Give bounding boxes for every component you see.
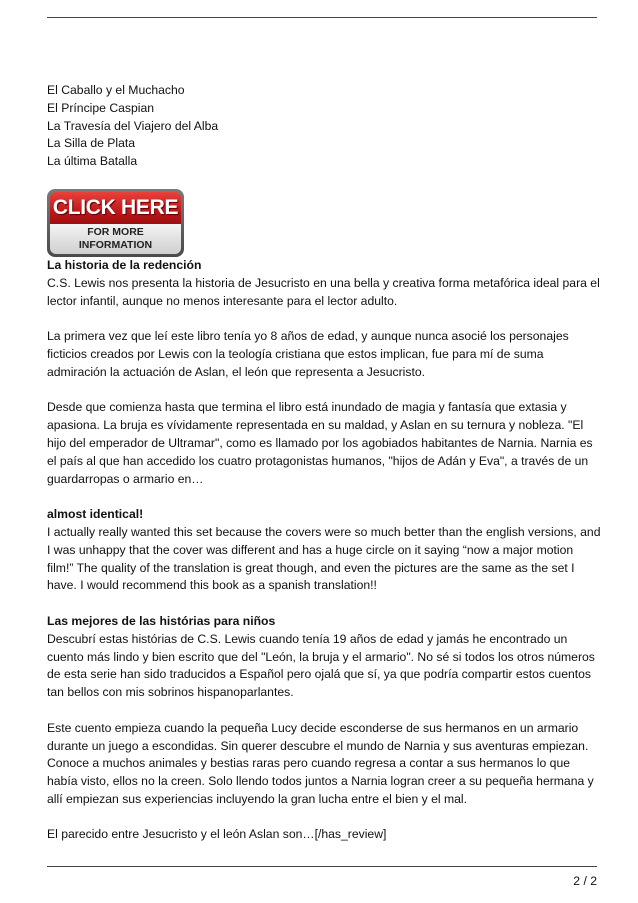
review-paragraph: C.S. Lewis nos presenta la historia de Jesucristo en una bella y creativa forma metafórica ideal para el lector infantil, aunque no menos interesante para el lector adulto. bbox=[47, 275, 600, 308]
page-number: 2 / 2 bbox=[573, 874, 597, 888]
book-title: La Silla de Plata bbox=[47, 136, 136, 151]
book-title-list bbox=[47, 82, 602, 171]
review-paragraph: Este cuento empieza cuando la pequeña Lucy decide esconderse de sus hermanos en un armario durante un juego a escondidas. Sin querer descubre el mundo de Narnia y sus aventuras empiezan. Conoce a muchos animales y bestias raras pero cuando regresa a contar a sus hermanos lo que había visto, ellos no la creen. Solo llendo todos juntos a Narnia logran creer a su pequeña hermana y allí empiezan sus experiencias incluyendo la gran lucha entre el bien y el mal. bbox=[47, 720, 594, 806]
more-information-label bbox=[50, 224, 181, 254]
review-paragraph: I actually really wanted this set because the covers were so much better than the english versions, and I was unhappy that the cover was different and has a huge circle on it saying “now a major motion film!” The quality of the translation is great though, and even the pictures are the same as the set I have. I would recommend this book as a spanish translation!! bbox=[47, 524, 601, 593]
review-section bbox=[47, 506, 602, 595]
review-paragraph: La primera vez que leí este libro tenía yo 8 años de edad, y aunque nunca asocié los personajes ficticios creados por Lewis con la teología cristiana que estos implican, fue para mí de suma admiración la actuación de Aslan, el león que representa a Jesucristo. bbox=[47, 329, 569, 379]
cta-sub-line: FOR MORE bbox=[87, 225, 144, 238]
review-paragraph: Descubrí estas histórias de C.S. Lewis cuando tenía 19 años de edad y jamás he encontrado un cuento más lindo y bien escrito que del "León, la bruja y el armario". No sé si todos los otros números de esta serie han sido traducidos a Español pero ojalá que sí, ya que podría compartir estos cuentos tan bellos con mis sobrinos hispanoparlantes. bbox=[47, 631, 595, 700]
review-heading: almost identical! bbox=[47, 507, 144, 522]
click-here-button[interactable] bbox=[47, 189, 184, 257]
book-title: La última Batalla bbox=[47, 154, 138, 169]
book-title: La Travesía del Viajero del Alba bbox=[47, 118, 219, 133]
document-body bbox=[47, 82, 602, 844]
click-here-label: CLICK HERE bbox=[50, 192, 181, 224]
review-heading: La historia de la redención bbox=[47, 257, 202, 272]
review-paragraph: El parecido entre Jesucristo y el león Aslan son…[/has_review] bbox=[47, 827, 387, 842]
footer-rule bbox=[47, 866, 597, 867]
header-rule bbox=[47, 17, 597, 18]
review-paragraph: Desde que comienza hasta que termina el libro está inundado de magia y fantasía que extasia y apasiona. La bruja es vívidamente representada en su maldad, y Aslan en su ternura y nobleza. "El hijo del emperador de Ultramar", como es llamado por los agobiados habitantes de Narnia. Narnia es el país al que han accedido los cuatro protagonistas humanos, "hijos de Adán y Eva", a través de un guardarropas o armario en… bbox=[47, 400, 593, 486]
review-section bbox=[47, 257, 602, 488]
review-heading: Las mejores de las histórias para niños bbox=[47, 613, 276, 628]
book-title: El Caballo y el Muchacho bbox=[47, 83, 185, 97]
book-title: El Príncipe Caspian bbox=[47, 100, 155, 115]
cta-sub-line: INFORMATION bbox=[78, 238, 153, 251]
review-section bbox=[47, 613, 602, 844]
